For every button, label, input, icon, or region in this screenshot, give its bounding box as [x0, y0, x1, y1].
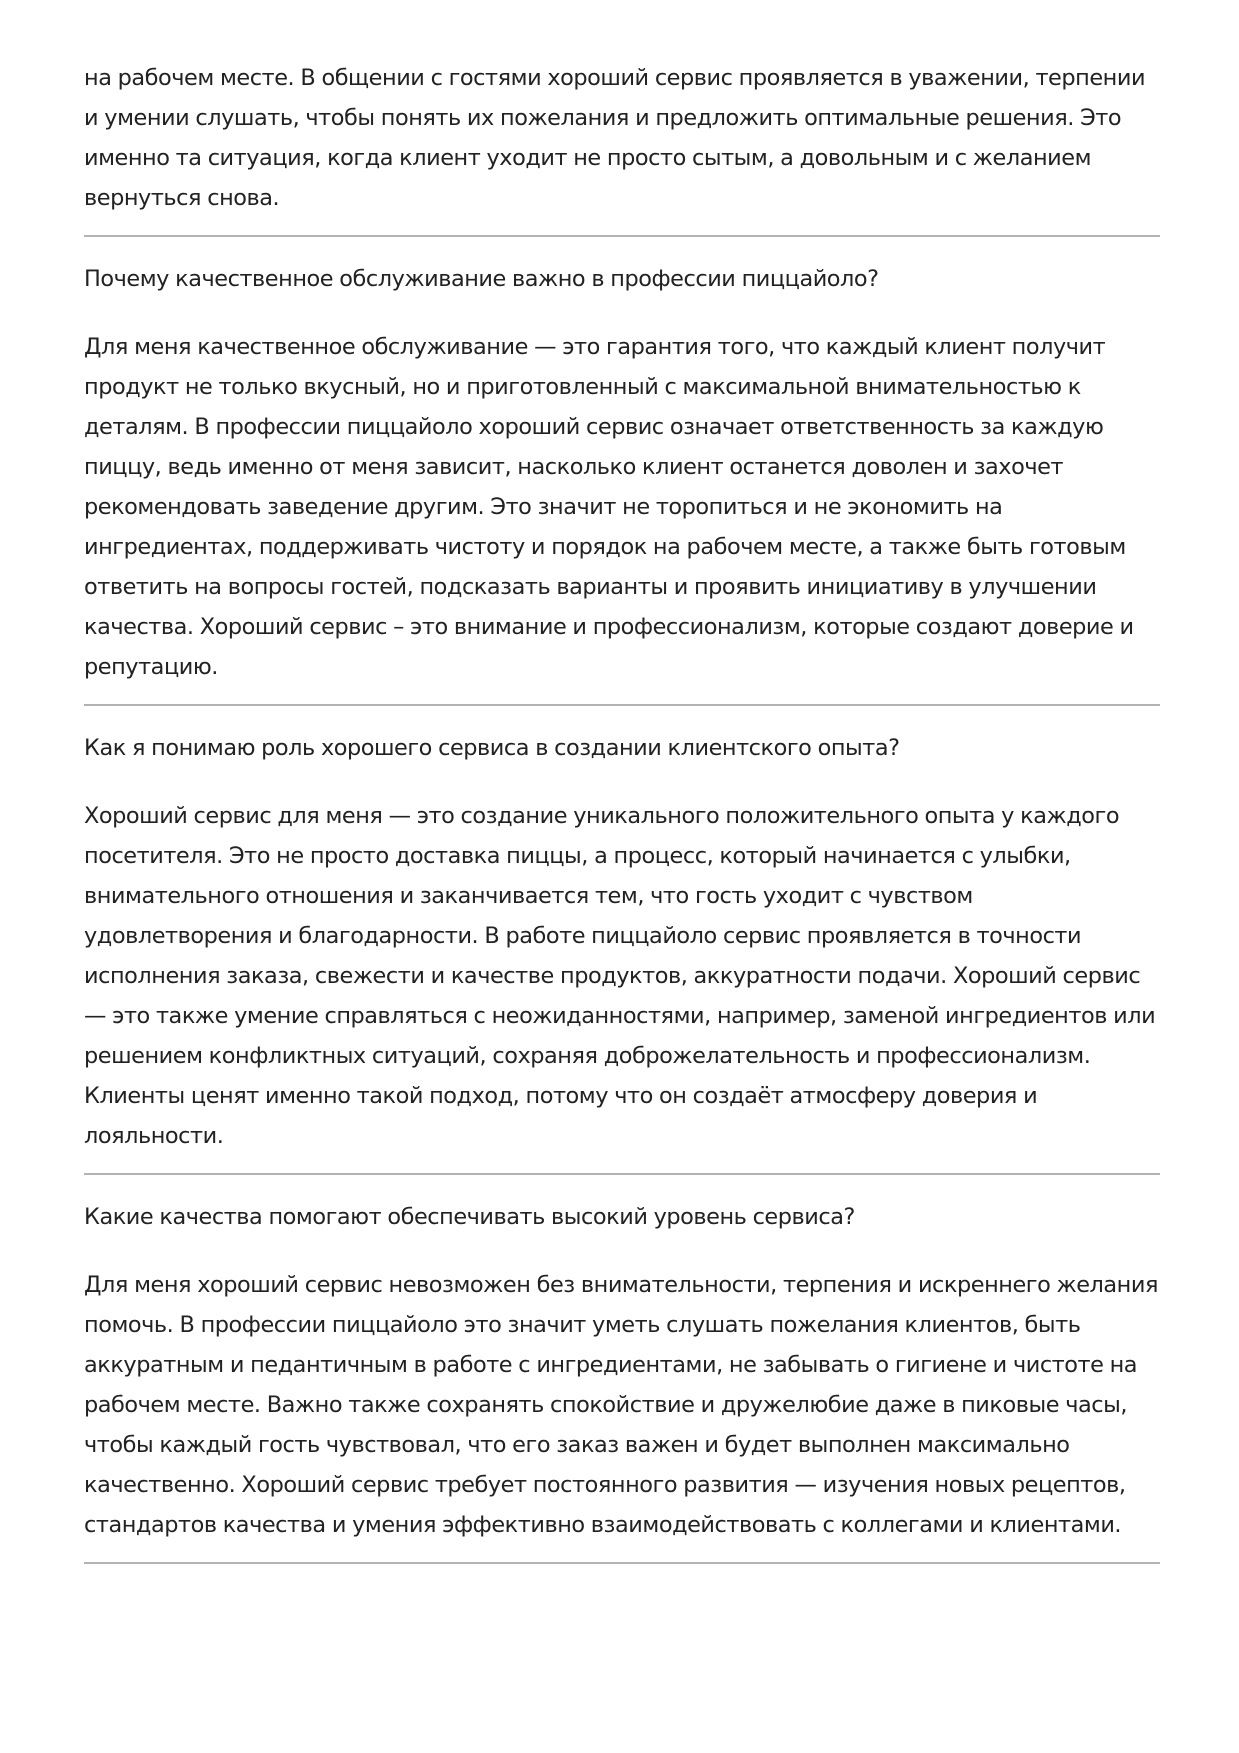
section-answer: Хороший сервис для меня — это создание уникального положительного опыта у каждого посетителя. Это не просто доставка пиццы, а процесс, который начинается с улыбки, внимательного отношения и заканчивается тем, что гость уходит с чувством удовлетворения и благодарности. В работе пиццайоло сервис проявляется в точности исполнения заказа, свежести и качестве продуктов, аккуратности подачи. Хороший сервис — это также умение справляться с неожиданностями, например, заменой ингредиентов или решением конфликтных ситуаций, сохраняя доброжелательность и профессионализм. Клиенты ценят именно такой подход, потому что он создаёт атмосферу доверия и лояльности.: [84, 803, 1156, 1149]
section-answer: Для меня хороший сервис невозможен без внимательности, терпения и искреннего желания помочь. В профессии пиццайоло это значит уметь слушать пожелания клиентов, быть аккуратным и педантичным в работе с ингредиентами, не забывать о гигиене и чистоте на рабочем месте. Важно также сохранять спокойствие и дружелюбие даже в пиковые часы, чтобы каждый гость чувствовал, что его заказ важен и будет выполнен максимально качественно. Хороший сервис требует постоянного развития — изучения новых рецептов, стандартов качества и умения эффективно взаимодействовать с коллегами и клиентами.: [84, 1272, 1158, 1538]
section-question: Как я понимаю роль хорошего сервиса в создании клиентского опыта?: [84, 735, 900, 761]
section-question: Какие качества помогают обеспечивать высокий уровень сервиса?: [84, 1204, 855, 1230]
section-answer: Для меня качественное обслуживание — это гарантия того, что каждый клиент получит продукт не только вкусный, но и приготовленный с максимальной внимательностью к деталям. В профессии пиццайоло хороший сервис означает ответственность за каждую пиццу, ведь именно от меня зависит, насколько клиент останется доволен и захочет рекомендовать заведение другим. Это значит не торопиться и не экономить на ингредиентах, поддерживать чистоту и порядок на рабочем месте, а также быть готовым ответить на вопросы гостей, подсказать варианты и проявить инициативу в улучшении качества. Хороший сервис – это внимание и профессионализм, которые создают доверие и репутацию.: [84, 334, 1134, 680]
document-page: [84, 58, 1160, 1564]
divider: [84, 1562, 1160, 1564]
divider: [84, 1173, 1160, 1175]
divider: [84, 704, 1160, 706]
section-question: Почему качественное обслуживание важно в профессии пиццайоло?: [84, 266, 879, 292]
intro-paragraph: на рабочем месте. В общении с гостями хороший сервис проявляется в уважении, терпении и умении слушать, чтобы понять их пожелания и предложить оптимальные решения. Это именно та ситуация, когда клиент уходит не просто сытым, а довольным и с желанием вернуться снова.: [84, 65, 1146, 211]
divider: [84, 235, 1160, 237]
